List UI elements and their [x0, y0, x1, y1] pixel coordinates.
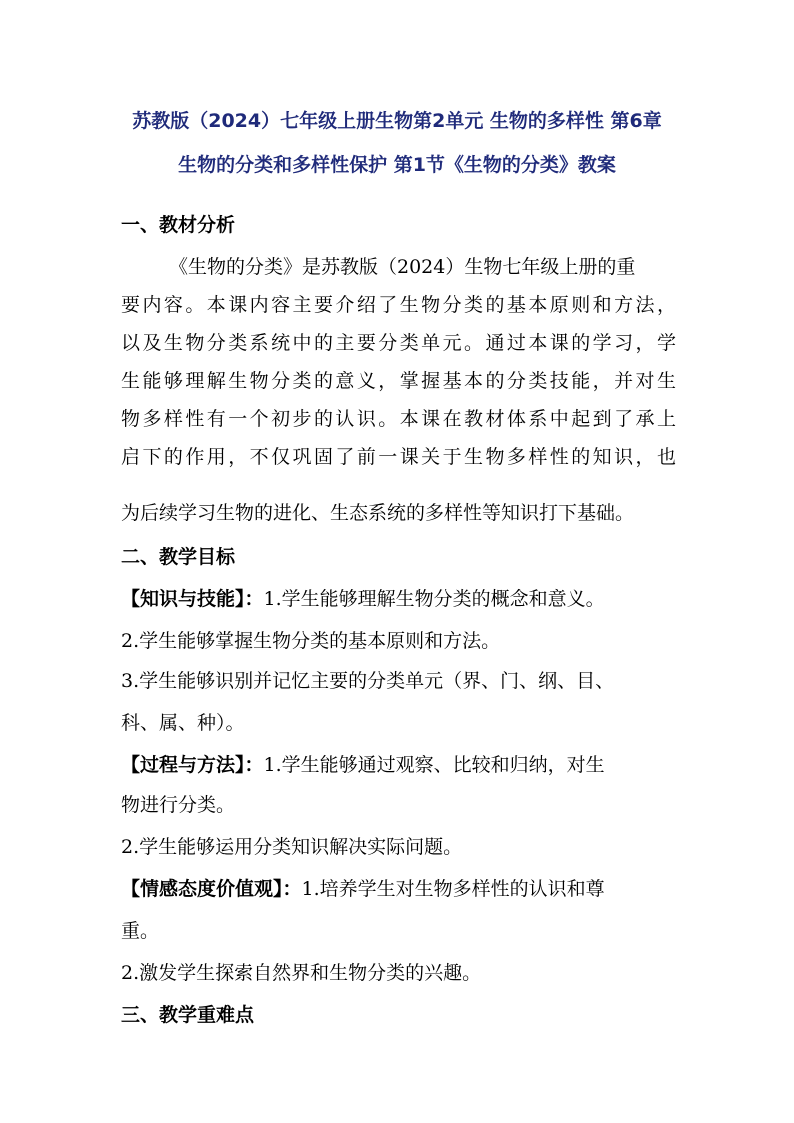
goal-process-item-1: 1.学生能够通过观察、比较和归纳，对生 [263, 754, 605, 776]
paragraph-line: 《生物的分类》是苏教版（2024）生物七年级上册的重 [169, 256, 636, 278]
goal-attitude-label: 【情感态度价值观】： [121, 878, 302, 900]
section-heading-teaching-goals: 二、教学目标 [121, 546, 236, 568]
goal-knowledge-line-3: 3.学生能够识别并记忆主要的分类单元（界、门、纲、目、 [121, 670, 615, 692]
document-title-line-2: 生物的分类和多样性保护 第1节《生物的分类》教案 [178, 154, 616, 176]
section-heading-textbook-analysis: 一、教材分析 [121, 214, 236, 236]
goal-knowledge-label: 【知识与技能】： [121, 588, 264, 610]
document-title-line-1: 苏教版（2024）七年级上册生物第2单元 生物的多样性 第6章 [132, 110, 662, 132]
paragraph-line: 为后续学习生物的进化、生态系统的多样性等知识打下基础。 [121, 502, 635, 524]
goal-attitude-line-3: 2.激发学生探索自然界和生物分类的兴趣。 [121, 962, 482, 984]
goal-knowledge-line-2: 2.学生能够掌握生物分类的基本原则和方法。 [121, 630, 501, 652]
goal-process-line-3: 2.学生能够运用分类知识解决实际问题。 [121, 836, 463, 858]
section-heading-key-points: 三、教学重难点 [121, 1004, 255, 1026]
goal-attitude-line-2: 重。 [121, 920, 160, 942]
goal-process-line-2: 物进行分类。 [121, 794, 236, 816]
paragraph-line: 要内容。本课内容主要介绍了生物分类的基本原则和方法， [121, 294, 676, 316]
paragraph-line: 生能够理解生物分类的意义，掌握基本的分类技能，并对生 [121, 370, 676, 392]
goal-knowledge-item-1: 1.学生能够理解生物分类的概念和意义。 [263, 588, 605, 610]
goal-knowledge-line-4: 科、属、种）。 [121, 712, 245, 734]
goal-attitude-line-1 [121, 874, 605, 901]
paragraph-line: 物多样性有一个初步的认识。本课在教材体系中起到了承上 [121, 408, 676, 430]
paragraph-line: 启下的作用，不仅巩固了前一课关于生物多样性的知识，也 [121, 446, 676, 468]
goal-process-label: 【过程与方法】： [121, 754, 264, 776]
goal-process-line-1 [121, 750, 605, 777]
paragraph-line: 以及生物分类系统中的主要分类单元。通过本课的学习，学 [121, 332, 676, 354]
goal-attitude-item-1: 1.培养学生对生物多样性的认识和尊 [301, 878, 605, 900]
goal-knowledge-line-1 [121, 584, 605, 611]
